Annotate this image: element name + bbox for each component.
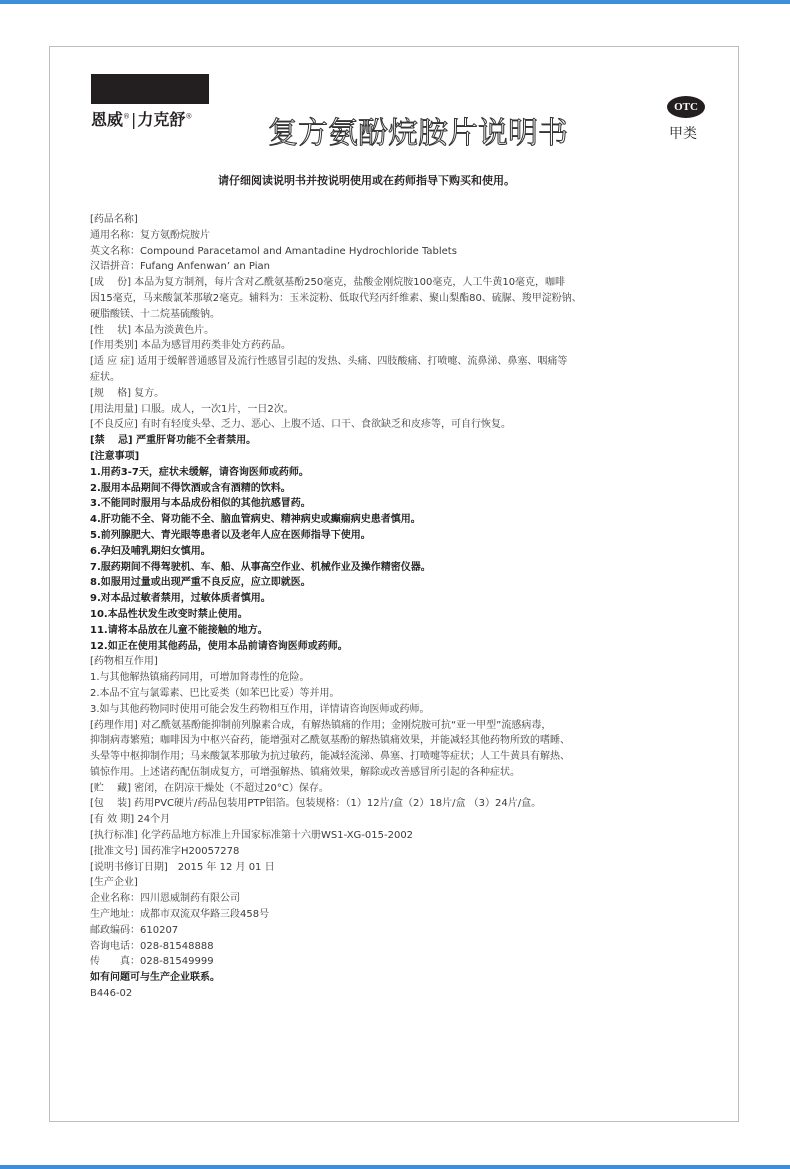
brand-name-left: 恩威 <box>91 110 124 129</box>
leaflet-line: [批准文号] 国药准字H20057278 <box>90 845 240 857</box>
leaflet-line: [说明书修订日期] 2015 年 12 月 01 日 <box>90 861 275 873</box>
leaflet-line: 10.本品性状发生改变时禁止使用。 <box>90 608 248 620</box>
leaflet-line: 传 真：028-81549999 <box>90 956 214 968</box>
leaflet-line: 通用名称：复方氨酚烷胺片 <box>90 229 210 241</box>
leaflet-line: 3.不能同时服用与本品成份相似的其他抗感冒药。 <box>90 498 311 510</box>
leaflet-line: 4.肝功能不全、肾功能不全、脑血管病史、精神病史或癫痫病史患者慎用。 <box>90 514 421 526</box>
leaflet-line: [药理作用] 对乙酰氨基酚能抑制前列腺素合成，有解热镇痛的作用；金刚烷胺可抗“亚一甲型”流感病毒， <box>90 719 552 731</box>
leaflet-line: 硬脂酸镁、十二烷基硫酸钠。 <box>90 308 220 320</box>
otc-class-label: 甲类 <box>669 126 697 142</box>
leaflet-line: 如有问题可与生产企业联系。 <box>90 972 220 984</box>
brand-reg-mark-left: ® <box>123 112 131 121</box>
leaflet-line: [作用类别] 本品为感冒用药类非处方药药品。 <box>90 340 291 352</box>
leaflet-line: 7.服药期间不得驾驶机、车、船、从事高空作业、机械作业及操作精密仪器。 <box>90 561 431 573</box>
leaflet-line: [禁 忌] 严重肝肾功能不全者禁用。 <box>90 435 257 447</box>
leaflet-line: 镇惊作用。上述诸药配伍制成复方，可增强解热、镇痛效果，解除或改善感冒所引起的各种症状。 <box>90 766 520 778</box>
leaflet-line: [生产企业] <box>90 877 138 889</box>
leaflet-line: 症状。 <box>90 371 120 383</box>
leaflet-line: [规 格] 复方。 <box>90 387 165 399</box>
brand-name-right: 力克舒 <box>137 110 186 129</box>
brand-separator: | <box>131 110 137 129</box>
leaflet-line: 汉语拼音：Fufang Anfenwan’ an Pian <box>90 261 270 273</box>
leaflet-line: 2.服用本品期间不得饮酒或含有酒精的饮料。 <box>90 482 291 494</box>
leaflet-line: B446-02 <box>90 988 133 1000</box>
leaflet-line: 英文名称：Compound Paracetamol and Amantadine Hydrochloride Tablets <box>90 245 457 257</box>
leaflet-line: [执行标准] 化学药品地方标准上升国家标准第十六册WS1-XG-015-2002 <box>90 830 414 842</box>
leaflet-line: 8.如服用过量或出现严重不良反应，应立即就医。 <box>90 577 311 589</box>
leaflet-line: 咨询电话：028-81548888 <box>90 940 214 952</box>
leaflet-line: [性 状] 本品为淡黄色片。 <box>90 324 215 336</box>
usage-notice: 请仔细阅读说明书并按说明使用或在药师指导下购买和使用。 <box>218 174 515 187</box>
leaflet-line: [药物相互作用] <box>90 656 158 668</box>
bottom-accent-bar <box>0 1165 790 1169</box>
brand-name <box>91 107 192 130</box>
leaflet-body <box>90 212 708 1002</box>
leaflet-line: [注意事项] <box>90 450 140 462</box>
top-accent-bar <box>0 0 790 4</box>
leaflet-line: [贮 藏] 密闭，在阴凉干燥处（不超过20°C）保存。 <box>90 782 329 794</box>
leaflet-line: 因15毫克，马来酸氯苯那敏2毫克。辅料为：玉米淀粉、低取代羟丙纤维素、聚山梨酯80、硫脲、羧甲淀粉钠、 <box>90 292 582 304</box>
leaflet-line: 1.与其他解热镇痛药同用，可增加肾毒性的危险。 <box>90 672 310 684</box>
leaflet-line: 12.如正在使用其他药品，使用本品前请咨询医师或药师。 <box>90 640 348 652</box>
leaflet-line: [有 效 期] 24个月 <box>90 814 171 826</box>
leaflet-line: 5.前列腺肥大、青光眼等患者以及老年人应在医师指导下使用。 <box>90 529 371 541</box>
leaflet-line: [药品名称] <box>90 214 138 225</box>
leaflet-line: 生产地址：成都市双流双华路三段458号 <box>90 909 270 921</box>
leaflet-line: 邮政编码：610207 <box>90 924 179 936</box>
leaflet-line: 6.孕妇及哺乳期妇女慎用。 <box>90 545 211 557</box>
leaflet-line: 11.请将本品放在儿童不能接触的地方。 <box>90 624 268 636</box>
leaflet-line: 抑制病毒繁殖；咖啡因为中枢兴奋药，能增强对乙酰氨基酚的解热镇痛效果，并能减轻其他药物所致的嗜睡、 <box>90 735 570 747</box>
leaflet-line: [成 份] 本品为复方制剂，每片含对乙酰氨基酚250毫克，盐酸金刚烷胺100毫克，人工牛黄10毫克，咖啡 <box>90 277 566 289</box>
document-title: 复方氨酚烷胺片说明书 <box>268 116 568 151</box>
leaflet-line: [包 装] 药用PVC硬片/药品包装用PTP铝箔。包装规格：（1）12片/盒（2）18片/盒 （3）24片/盒。 <box>90 798 542 810</box>
leaflet-line: 头晕等中枢抑制作用；马来酸氯苯那敏为抗过敏药，能减轻流涕、鼻塞、打喷嚏等症状；人工牛黄具有解热、 <box>90 751 570 763</box>
leaflet-line: [适 应 症] 适用于缓解普通感冒及流行性感冒引起的发热、头痛、四肢酸痛、打喷嚏、流鼻涕、鼻塞、咽痛等 <box>90 356 568 368</box>
leaflet-line: 9.对本品过敏者禁用，过敏体质者慎用。 <box>90 593 271 605</box>
leaflet-line: 企业名称：四川恩威制药有限公司 <box>90 893 240 905</box>
brand-reg-mark-right: ® <box>185 112 193 121</box>
leaflet-line: [不良反应] 有时有轻度头晕、乏力、恶心、上腹不适、口干、食欲缺乏和皮疹等，可自行恢复。 <box>90 419 511 431</box>
leaflet-line: 1.用药3-7天，症状未缓解，请咨询医师或药师。 <box>90 466 309 478</box>
leaflet-line: 2.本品不宜与氯霉素、巴比妥类（如苯巴比妥）等并用。 <box>90 687 340 699</box>
leaflet-line: 3.如与其他药物同时使用可能会发生药物相互作用，详情请咨询医师或药师。 <box>90 703 430 715</box>
otc-badge: OTC <box>667 96 705 118</box>
leaflet-line: [用法用量] 口服。成人，一次1片，一日2次。 <box>90 403 294 415</box>
brand-logo-block <box>91 74 209 104</box>
